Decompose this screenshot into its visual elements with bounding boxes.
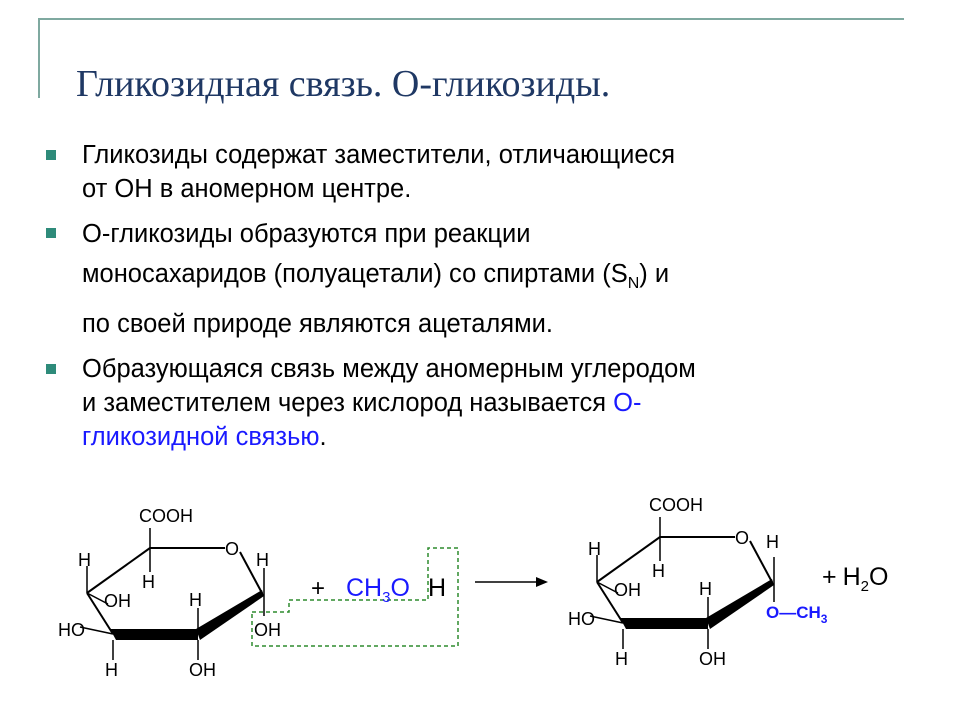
- bullet-text-line: по своей природе являются ацеталями.: [82, 310, 553, 339]
- hydrogen-label: H: [142, 572, 155, 592]
- methanol-reagent: [311, 574, 446, 606]
- methanol-formula: [346, 574, 410, 606]
- bullet-text-line: моносахаридов (полуацетали) со спиртами (S: [82, 260, 628, 288]
- methanol-h: H: [428, 574, 447, 602]
- water-o: O: [869, 563, 889, 591]
- slide-title: Гликозидная связь. О-гликозиды.: [76, 63, 611, 105]
- bullet-item: [46, 214, 926, 344]
- hydrogen-label: H: [699, 579, 712, 599]
- hydroxyl-label: OH: [189, 660, 216, 680]
- hydrogen-label: H: [105, 660, 118, 680]
- frame-vertical-line: [38, 18, 40, 98]
- hydrogen-label: H: [588, 539, 601, 559]
- bullet-text-line: О-гликозиды образуются при реакции: [82, 220, 531, 248]
- bullet-square-icon: [46, 228, 56, 238]
- methanol-subscript: 3: [382, 589, 391, 606]
- product-molecule: [568, 495, 828, 669]
- anomeric-hydroxyl-label: OH: [254, 620, 281, 640]
- methoxy-o: O: [766, 603, 780, 622]
- frame-horizontal-line: [38, 18, 904, 20]
- ring-oxygen-label: O: [735, 528, 750, 548]
- hydrogen-label: H: [766, 532, 779, 552]
- water-h: H: [842, 563, 861, 591]
- water-byproduct: [822, 563, 888, 595]
- cooh-label: COOH: [649, 495, 703, 515]
- reaction-diagram: [0, 470, 960, 720]
- methanol-o: O: [390, 574, 410, 602]
- byproduct-formula: [822, 563, 888, 595]
- bullet-item: [46, 138, 926, 206]
- hydroxyl-label: OH: [104, 591, 131, 611]
- reaction-arrow-icon: [475, 577, 548, 587]
- bullet-text-line: и заместителем через кислород называется: [82, 389, 614, 418]
- bullet-square-icon: [46, 150, 56, 160]
- methoxy-subscript: 3: [820, 612, 828, 626]
- bullet-item: [46, 352, 926, 454]
- hydroxyl-label: OH: [699, 649, 726, 669]
- hydroxyl-label: OH: [614, 580, 641, 600]
- ring-oxygen-label: O: [225, 539, 240, 559]
- hydrogen-label: H: [189, 590, 202, 610]
- bullet-square-icon: [46, 364, 56, 374]
- highlight-term: гликозидной связью: [82, 423, 320, 452]
- bullet-text-line: ) и: [639, 260, 670, 288]
- bullet-text-line: Образующаяся связь между аномерным углеродом: [82, 355, 696, 384]
- highlight-term: О-: [613, 389, 642, 418]
- hydrogen-label: H: [652, 561, 665, 581]
- hydroxyl-label: HO: [568, 609, 595, 629]
- hydrogen-label: H: [78, 550, 91, 570]
- hydrogen-label: H: [615, 649, 628, 669]
- methanol-ch: CH: [346, 574, 383, 602]
- cooh-label: COOH: [139, 506, 193, 526]
- methoxy-group-label: $O—CH_3$: [766, 603, 828, 626]
- plus-sign: +: [822, 563, 837, 591]
- bullet-list: [46, 138, 926, 462]
- reactant-molecule: [58, 506, 281, 680]
- bullet-text-line: Гликозиды содержат заместители, отличающиеся: [82, 141, 676, 169]
- water-subscript: 2: [860, 578, 870, 595]
- hydroxyl-label: HO: [58, 620, 85, 640]
- bullet-text-line: .: [319, 423, 327, 452]
- methoxy-ch: CH: [796, 603, 821, 622]
- bullet-text-line: от ОН в аномерном центре.: [82, 175, 412, 203]
- hydrogen-label: H: [256, 550, 269, 570]
- subscript-n: N: [627, 275, 640, 293]
- plus-sign: +: [311, 575, 326, 602]
